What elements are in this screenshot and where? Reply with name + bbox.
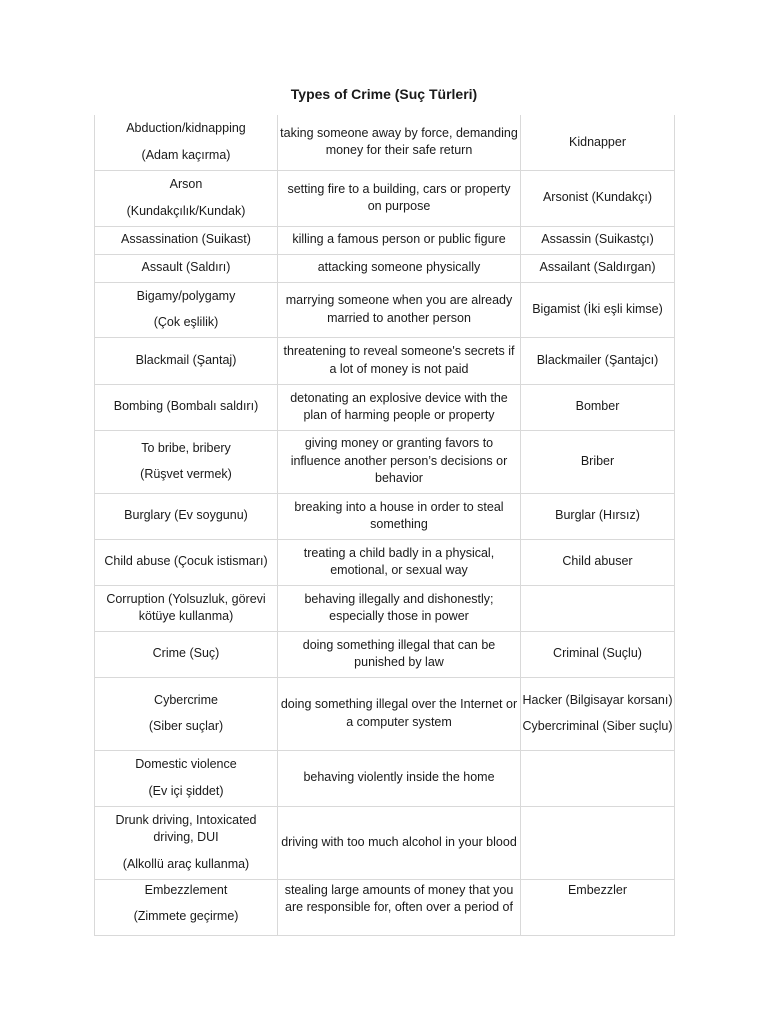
term-text: Abduction/kidnapping xyxy=(126,121,246,136)
person-cell: Child abuser xyxy=(521,539,675,585)
term-translation: (Rüşvet vermek) xyxy=(140,467,232,481)
term-cell xyxy=(95,677,278,750)
table-row xyxy=(95,493,675,539)
page-title: Types of Crime (Suç Türleri) xyxy=(290,86,478,102)
table-row xyxy=(95,677,675,750)
term-cell: Assassination (Suikast) xyxy=(95,226,278,254)
term-cell: Child abuse (Çocuk istismarı) xyxy=(95,539,278,585)
term-text: Domestic violence xyxy=(135,757,237,771)
person-cell: Kidnapper xyxy=(521,115,675,170)
definition-cell: doing something illegal over the Internet or a computer system xyxy=(278,677,521,750)
person-text: Hacker (Bilgisayar korsanı) xyxy=(522,692,673,707)
term-translation: (Alkollü araç kullanma) xyxy=(122,856,250,871)
definition-cell: giving money or granting favors to influence another person’s decisions or behavior xyxy=(278,430,521,493)
definition-cell: breaking into a house in order to steal something xyxy=(278,493,521,539)
table-row xyxy=(95,170,675,226)
definition-cell: detonating an explosive device with the plan of harming people or property xyxy=(278,384,521,430)
term-cell xyxy=(95,879,278,935)
term-translation: (Çok eşlilik) xyxy=(153,315,219,329)
table-row xyxy=(95,750,675,806)
definition-cell: treating a child badly in a physical, emotional, or sexual way xyxy=(278,539,521,585)
table-row xyxy=(95,115,675,170)
term-text: Cybercrime xyxy=(154,692,218,707)
person-cell: Arsonist (Kundakçı) xyxy=(521,170,675,226)
crime-types-table xyxy=(94,115,675,936)
term-cell xyxy=(95,170,278,226)
definition-cell: behaving illegally and dishonestly; especially those in power xyxy=(278,585,521,631)
table-row xyxy=(95,879,675,935)
table-row xyxy=(95,631,675,677)
term-text: Bigamy/polygamy xyxy=(136,288,236,303)
definition-cell: behaving violently inside the home xyxy=(278,750,521,806)
term-translation: (Siber suçlar) xyxy=(148,719,224,733)
term-translation: (Adam kaçırma) xyxy=(141,147,231,162)
definition-cell: stealing large amounts of money that you are responsible for, often over a period of xyxy=(278,879,521,935)
term-translation: (Kundakçılık/Kundak) xyxy=(126,203,246,218)
term-text: Embezzlement xyxy=(144,882,228,897)
person-cell: Briber xyxy=(521,430,675,493)
term-translation: (Ev içi şiddet) xyxy=(148,783,224,798)
person-cell xyxy=(521,806,675,879)
person-cell: Blackmailer (Şantajcı) xyxy=(521,337,675,384)
person-cell: Bigamist (İki eşli kimse) xyxy=(521,282,675,337)
term-text: Drunk driving, Intoxicated driving, DUI xyxy=(115,812,257,845)
person-cell: Assailant (Saldırgan) xyxy=(521,254,675,282)
term-cell: Bombing (Bombalı saldırı) xyxy=(95,384,278,430)
person-cell: Assassin (Suikastçı) xyxy=(521,226,675,254)
definition-cell: threatening to reveal someone's secrets if a lot of money is not paid xyxy=(278,337,521,384)
definition-cell: marrying someone when you are already married to another person xyxy=(278,282,521,337)
table-row xyxy=(95,384,675,430)
term-cell xyxy=(95,115,278,170)
person-cell: Burglar (Hırsız) xyxy=(521,493,675,539)
table-row xyxy=(95,226,675,254)
term-cell: Corruption (Yolsuzluk, görevi kötüye kullanma) xyxy=(95,585,278,631)
definition-cell: setting fire to a building, cars or property on purpose xyxy=(278,170,521,226)
person-text-alt: Cybercriminal (Siber suçlu) xyxy=(522,719,673,733)
person-cell: Embezzler xyxy=(521,879,675,935)
term-cell xyxy=(95,430,278,493)
term-cell: Blackmail (Şantaj) xyxy=(95,337,278,384)
term-cell: Burglary (Ev soygunu) xyxy=(95,493,278,539)
term-cell xyxy=(95,282,278,337)
definition-cell: taking someone away by force, demanding money for their safe return xyxy=(278,115,521,170)
person-cell xyxy=(521,750,675,806)
term-cell xyxy=(95,806,278,879)
term-text: Arson xyxy=(169,177,203,191)
definition-cell: killing a famous person or public figure xyxy=(278,226,521,254)
term-translation: (Zimmete geçirme) xyxy=(133,909,239,923)
table-row xyxy=(95,254,675,282)
person-cell xyxy=(521,585,675,631)
table-row xyxy=(95,806,675,879)
person-cell: Criminal (Suçlu) xyxy=(521,631,675,677)
table-row xyxy=(95,539,675,585)
term-cell: Crime (Suç) xyxy=(95,631,278,677)
table-row xyxy=(95,585,675,631)
table-row xyxy=(95,282,675,337)
table-row xyxy=(95,337,675,384)
definition-cell: driving with too much alcohol in your blood xyxy=(278,806,521,879)
person-cell xyxy=(521,677,675,750)
person-cell: Bomber xyxy=(521,384,675,430)
term-cell: Assault (Saldırı) xyxy=(95,254,278,282)
definition-cell: attacking someone physically xyxy=(278,254,521,282)
table-row xyxy=(95,430,675,493)
term-text: To bribe, bribery xyxy=(141,440,231,455)
term-cell xyxy=(95,750,278,806)
definition-cell: doing something illegal that can be punished by law xyxy=(278,631,521,677)
